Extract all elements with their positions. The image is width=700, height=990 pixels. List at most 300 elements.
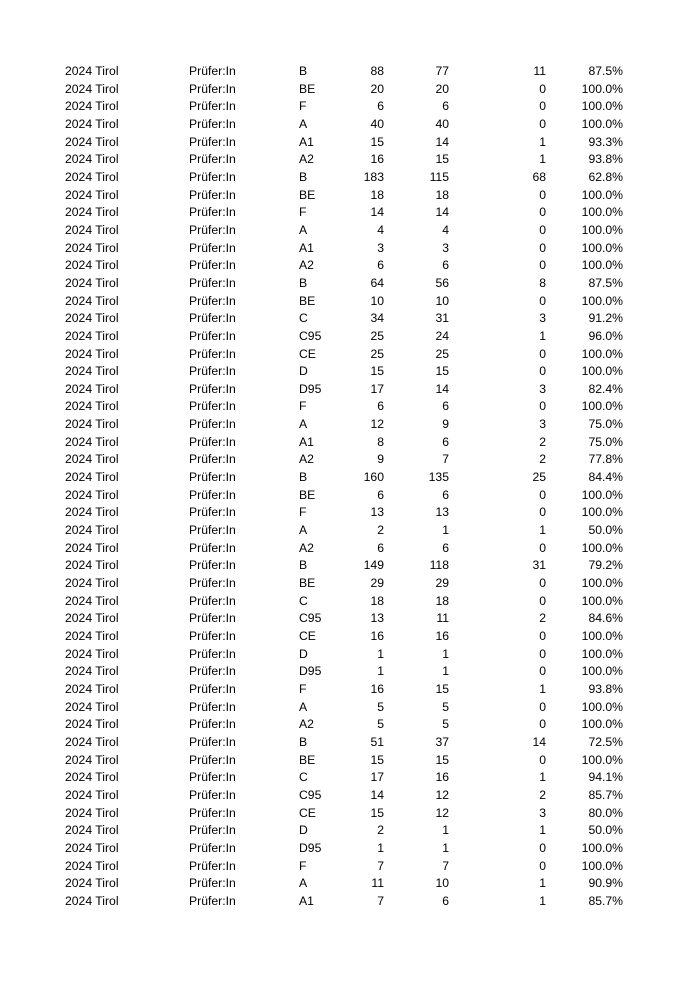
table-row [0,293,700,311]
role-cell: Prüfer:In [189,293,236,308]
role-cell: Prüfer:In [189,505,236,520]
failed-count-cell: 0 [539,699,546,714]
pass-rate-cell: 100.0% [581,629,623,643]
license-class-cell: D95 [299,381,322,396]
passed-count-cell: 11 [436,611,449,626]
pass-rate-cell: 77.8% [588,452,623,467]
failed-count-cell: 0 [539,717,546,732]
year-region-cell: 2024 Tirol [65,258,119,273]
year-region-cell: 2024 Tirol [65,770,119,785]
role-cell: Prüfer:In [189,134,236,149]
pass-rate-cell: 87.5% [588,275,623,290]
year-region-cell: 2024 Tirol [65,629,119,643]
passed-count-cell: 24 [435,328,449,343]
failed-count-cell: 3 [539,805,546,820]
failed-count-cell: 1 [539,328,546,343]
year-region-cell: 2024 Tirol [65,417,119,432]
license-class-cell: A [299,876,308,891]
license-class-cell: F [299,505,307,520]
pass-rate-cell: 100.0% [581,99,623,114]
role-cell: Prüfer:In [189,823,236,838]
total-count-cell: 1 [377,840,384,855]
role-cell: Prüfer:In [189,593,236,608]
table-row [0,204,700,222]
table-row [0,716,700,734]
total-count-cell: 7 [377,858,384,873]
passed-count-cell: 5 [442,699,449,714]
year-region-cell: 2024 Tirol [65,222,119,237]
role-cell: Prüfer:In [189,523,236,538]
failed-count-cell: 0 [539,346,546,361]
total-count-cell: 2 [377,523,384,538]
year-region-cell: 2024 Tirol [65,699,119,714]
role-cell: Prüfer:In [189,681,236,696]
role-cell: Prüfer:In [189,222,236,237]
year-region-cell: 2024 Tirol [65,805,119,820]
license-class-cell: A1 [299,134,314,149]
license-class-cell: F [299,205,307,220]
pass-rate-cell: 75.0% [588,434,623,449]
total-count-cell: 15 [370,752,384,767]
table-row [0,381,700,399]
role-cell: Prüfer:In [189,664,236,679]
total-count-cell: 18 [370,593,384,608]
role-cell: Prüfer:In [189,893,236,908]
year-region-cell: 2024 Tirol [65,434,119,449]
passed-count-cell: 1 [442,646,449,661]
license-class-cell: A2 [299,258,314,273]
passed-count-cell: 18 [435,593,449,608]
role-cell: Prüfer:In [189,558,236,573]
total-count-cell: 14 [370,787,384,802]
passed-count-cell: 14 [435,381,449,396]
passed-count-cell: 25 [435,346,449,361]
year-region-cell: 2024 Tirol [65,346,119,361]
year-region-cell: 2024 Tirol [65,505,119,520]
year-region-cell: 2024 Tirol [65,81,119,96]
passed-count-cell: 77 [435,64,449,78]
passed-count-cell: 1 [442,823,449,838]
passed-count-cell: 12 [435,805,449,820]
license-class-cell: CE [299,629,316,643]
total-count-cell: 15 [370,134,384,149]
year-region-cell: 2024 Tirol [65,664,119,679]
year-region-cell: 2024 Tirol [65,99,119,114]
passed-count-cell: 14 [435,134,449,149]
role-cell: Prüfer:In [189,364,236,379]
table-row [0,752,700,770]
pass-rate-cell: 100.0% [581,364,623,379]
role-cell: Prüfer:In [189,629,236,643]
total-count-cell: 149 [363,558,384,573]
table-row [0,434,700,452]
failed-count-cell: 0 [539,505,546,520]
year-region-cell: 2024 Tirol [65,681,119,696]
failed-count-cell: 1 [539,823,546,838]
failed-count-cell: 2 [539,611,546,626]
total-count-cell: 88 [370,64,384,78]
table-row [0,787,700,805]
table-row [0,416,700,434]
failed-count-cell: 0 [539,399,546,414]
year-region-cell: 2024 Tirol [65,64,119,78]
year-region-cell: 2024 Tirol [65,240,119,255]
year-region-cell: 2024 Tirol [65,187,119,202]
pass-rate-cell: 84.6% [588,611,623,626]
total-count-cell: 18 [370,187,384,202]
passed-count-cell: 6 [442,99,449,114]
total-count-cell: 6 [377,540,384,555]
license-class-cell: A2 [299,540,314,555]
table-row [0,575,700,593]
license-class-cell: BE [299,293,316,308]
failed-count-cell: 14 [532,734,546,749]
pass-rate-cell: 85.7% [588,787,623,802]
total-count-cell: 13 [370,611,384,626]
license-class-cell: A [299,417,308,432]
passed-count-cell: 6 [442,434,449,449]
pass-rate-cell: 100.0% [581,399,623,414]
pass-rate-cell: 91.2% [588,311,623,326]
role-cell: Prüfer:In [189,64,236,78]
role-cell: Prüfer:In [189,346,236,361]
table-row [0,469,700,487]
year-region-cell: 2024 Tirol [65,470,119,485]
year-region-cell: 2024 Tirol [65,734,119,749]
passed-count-cell: 37 [435,734,449,749]
role-cell: Prüfer:In [189,840,236,855]
role-cell: Prüfer:In [189,770,236,785]
total-count-cell: 29 [370,576,384,591]
license-class-cell: A [299,116,308,131]
pass-rate-cell: 79.2% [588,558,623,573]
table-row [0,593,700,611]
pass-rate-cell: 85.7% [588,893,623,908]
license-class-cell: A [299,222,308,237]
license-class-cell: BE [299,576,316,591]
passed-count-cell: 6 [442,540,449,555]
failed-count-cell: 0 [539,576,546,591]
license-class-cell: A2 [299,717,314,732]
table-row [0,116,700,134]
role-cell: Prüfer:In [189,240,236,255]
pass-rate-cell: 75.0% [588,417,623,432]
license-class-cell: C95 [299,328,322,343]
year-region-cell: 2024 Tirol [65,576,119,591]
license-class-cell: B [299,734,308,749]
pass-rate-cell: 100.0% [581,258,623,273]
passed-count-cell: 6 [442,893,449,908]
table-row [0,681,700,699]
license-class-cell: F [299,681,307,696]
failed-count-cell: 0 [539,81,546,96]
license-class-cell: D95 [299,840,322,855]
license-class-cell: B [299,558,308,573]
failed-count-cell: 0 [539,240,546,255]
table-row [0,310,700,328]
data-table [0,63,700,911]
year-region-cell: 2024 Tirol [65,381,119,396]
total-count-cell: 40 [370,116,384,131]
failed-count-cell: 0 [539,540,546,555]
total-count-cell: 16 [370,629,384,643]
failed-count-cell: 1 [539,523,546,538]
pass-rate-cell: 100.0% [581,222,623,237]
pass-rate-cell: 87.5% [588,64,623,78]
failed-count-cell: 0 [539,664,546,679]
pass-rate-cell: 50.0% [588,823,623,838]
total-count-cell: 51 [370,734,384,749]
total-count-cell: 1 [377,664,384,679]
license-class-cell: D [299,646,308,661]
pass-rate-cell: 100.0% [581,293,623,308]
passed-count-cell: 29 [435,576,449,591]
failed-count-cell: 0 [539,116,546,131]
total-count-cell: 1 [377,646,384,661]
role-cell: Prüfer:In [189,805,236,820]
role-cell: Prüfer:In [189,275,236,290]
license-class-cell: A1 [299,434,314,449]
passed-count-cell: 118 [429,558,449,573]
pass-rate-cell: 80.0% [588,805,623,820]
total-count-cell: 10 [370,293,384,308]
role-cell: Prüfer:In [189,169,236,184]
total-count-cell: 25 [370,328,384,343]
failed-count-cell: 1 [539,134,546,149]
license-class-cell: A [299,699,308,714]
total-count-cell: 13 [370,505,384,520]
total-count-cell: 7 [377,893,384,908]
failed-count-cell: 0 [539,646,546,661]
year-region-cell: 2024 Tirol [65,858,119,873]
role-cell: Prüfer:In [189,734,236,749]
license-class-cell: BE [299,81,316,96]
failed-count-cell: 0 [539,205,546,220]
failed-count-cell: 68 [532,169,546,184]
table-row [0,222,700,240]
license-class-cell: A1 [299,240,314,255]
role-cell: Prüfer:In [189,611,236,626]
pass-rate-cell: 72.5% [588,734,623,749]
license-class-cell: D [299,364,308,379]
failed-count-cell: 3 [539,381,546,396]
role-cell: Prüfer:In [189,381,236,396]
year-region-cell: 2024 Tirol [65,558,119,573]
passed-count-cell: 15 [435,681,449,696]
passed-count-cell: 31 [435,311,449,326]
year-region-cell: 2024 Tirol [65,523,119,538]
total-count-cell: 160 [363,470,384,485]
year-region-cell: 2024 Tirol [65,275,119,290]
failed-count-cell: 0 [539,222,546,237]
license-class-cell: F [299,399,307,414]
role-cell: Prüfer:In [189,328,236,343]
table-row [0,646,700,664]
pass-rate-cell: 100.0% [581,858,623,873]
year-region-cell: 2024 Tirol [65,364,119,379]
passed-count-cell: 20 [435,81,449,96]
license-class-cell: B [299,64,308,78]
table-row [0,893,700,911]
table-row [0,275,700,293]
year-region-cell: 2024 Tirol [65,293,119,308]
license-class-cell: BE [299,752,316,767]
role-cell: Prüfer:In [189,311,236,326]
pass-rate-cell: 100.0% [581,505,623,520]
table-row [0,346,700,364]
passed-count-cell: 10 [435,293,449,308]
passed-count-cell: 1 [442,840,449,855]
role-cell: Prüfer:In [189,646,236,661]
license-class-cell: A1 [299,893,314,908]
role-cell: Prüfer:In [189,399,236,414]
pass-rate-cell: 94.1% [588,770,623,785]
table-row [0,557,700,575]
role-cell: Prüfer:In [189,699,236,714]
failed-count-cell: 1 [539,876,546,891]
table-row [0,504,700,522]
total-count-cell: 6 [377,399,384,414]
pass-rate-cell: 100.0% [581,187,623,202]
year-region-cell: 2024 Tirol [65,328,119,343]
total-count-cell: 183 [363,169,384,184]
passed-count-cell: 115 [429,169,449,184]
total-count-cell: 16 [370,152,384,167]
table-row [0,257,700,275]
total-count-cell: 5 [377,717,384,732]
total-count-cell: 5 [377,699,384,714]
table-row [0,699,700,717]
year-region-cell: 2024 Tirol [65,487,119,502]
year-region-cell: 2024 Tirol [65,169,119,184]
year-region-cell: 2024 Tirol [65,840,119,855]
year-region-cell: 2024 Tirol [65,611,119,626]
passed-count-cell: 14 [435,205,449,220]
role-cell: Prüfer:In [189,470,236,485]
year-region-cell: 2024 Tirol [65,311,119,326]
license-class-cell: B [299,169,308,184]
role-cell: Prüfer:In [189,876,236,891]
failed-count-cell: 0 [539,364,546,379]
pass-rate-cell: 100.0% [581,116,623,131]
table-body [0,63,700,911]
pass-rate-cell: 100.0% [581,81,623,96]
failed-count-cell: 0 [539,487,546,502]
pass-rate-cell: 100.0% [581,664,623,679]
passed-count-cell: 13 [435,505,449,520]
pass-rate-cell: 90.9% [588,876,623,891]
pass-rate-cell: 93.8% [588,152,623,167]
role-cell: Prüfer:In [189,717,236,732]
role-cell: Prüfer:In [189,99,236,114]
passed-count-cell: 1 [442,664,449,679]
failed-count-cell: 0 [539,293,546,308]
table-row [0,522,700,540]
license-class-cell: D [299,823,308,838]
total-count-cell: 15 [370,805,384,820]
pass-rate-cell: 82.4% [588,381,623,396]
passed-count-cell: 18 [435,187,449,202]
license-class-cell: B [299,275,308,290]
total-count-cell: 6 [377,99,384,114]
role-cell: Prüfer:In [189,152,236,167]
year-region-cell: 2024 Tirol [65,876,119,891]
role-cell: Prüfer:In [189,417,236,432]
failed-count-cell: 0 [539,629,546,643]
total-count-cell: 34 [370,311,384,326]
passed-count-cell: 7 [442,452,449,467]
failed-count-cell: 0 [539,99,546,114]
pass-rate-cell: 100.0% [581,540,623,555]
total-count-cell: 3 [377,240,384,255]
table-row [0,134,700,152]
table-row [0,63,700,81]
total-count-cell: 14 [370,205,384,220]
role-cell: Prüfer:In [189,752,236,767]
table-row [0,451,700,469]
table-row [0,187,700,205]
total-count-cell: 17 [370,381,384,396]
failed-count-cell: 31 [532,558,546,573]
table-row [0,81,700,99]
role-cell: Prüfer:In [189,81,236,96]
table-row [0,858,700,876]
passed-count-cell: 16 [435,629,449,643]
year-region-cell: 2024 Tirol [65,152,119,167]
table-row [0,628,700,646]
license-class-cell: CE [299,346,316,361]
table-row [0,875,700,893]
license-class-cell: A2 [299,452,314,467]
passed-count-cell: 16 [435,770,449,785]
role-cell: Prüfer:In [189,434,236,449]
failed-count-cell: 1 [539,152,546,167]
total-count-cell: 2 [377,823,384,838]
year-region-cell: 2024 Tirol [65,752,119,767]
failed-count-cell: 2 [539,452,546,467]
pass-rate-cell: 100.0% [581,593,623,608]
pass-rate-cell: 50.0% [588,523,623,538]
passed-count-cell: 135 [428,470,449,485]
role-cell: Prüfer:In [189,452,236,467]
role-cell: Prüfer:In [189,487,236,502]
year-region-cell: 2024 Tirol [65,593,119,608]
pass-rate-cell: 100.0% [581,646,623,661]
pass-rate-cell: 93.3% [588,134,623,149]
passed-count-cell: 15 [435,752,449,767]
passed-count-cell: 3 [442,240,449,255]
table-row [0,398,700,416]
table-row [0,98,700,116]
pass-rate-cell: 100.0% [581,840,623,855]
failed-count-cell: 2 [539,434,546,449]
total-count-cell: 4 [377,222,384,237]
failed-count-cell: 8 [539,275,546,290]
license-class-cell: B [299,470,308,485]
pass-rate-cell: 100.0% [581,717,623,732]
year-region-cell: 2024 Tirol [65,540,119,555]
table-row [0,610,700,628]
total-count-cell: 15 [370,364,384,379]
table-row [0,240,700,258]
total-count-cell: 17 [370,770,384,785]
pass-rate-cell: 100.0% [581,240,623,255]
passed-count-cell: 6 [442,399,449,414]
failed-count-cell: 25 [532,470,546,485]
table-row [0,840,700,858]
total-count-cell: 20 [370,81,384,96]
license-class-cell: C95 [299,787,322,802]
